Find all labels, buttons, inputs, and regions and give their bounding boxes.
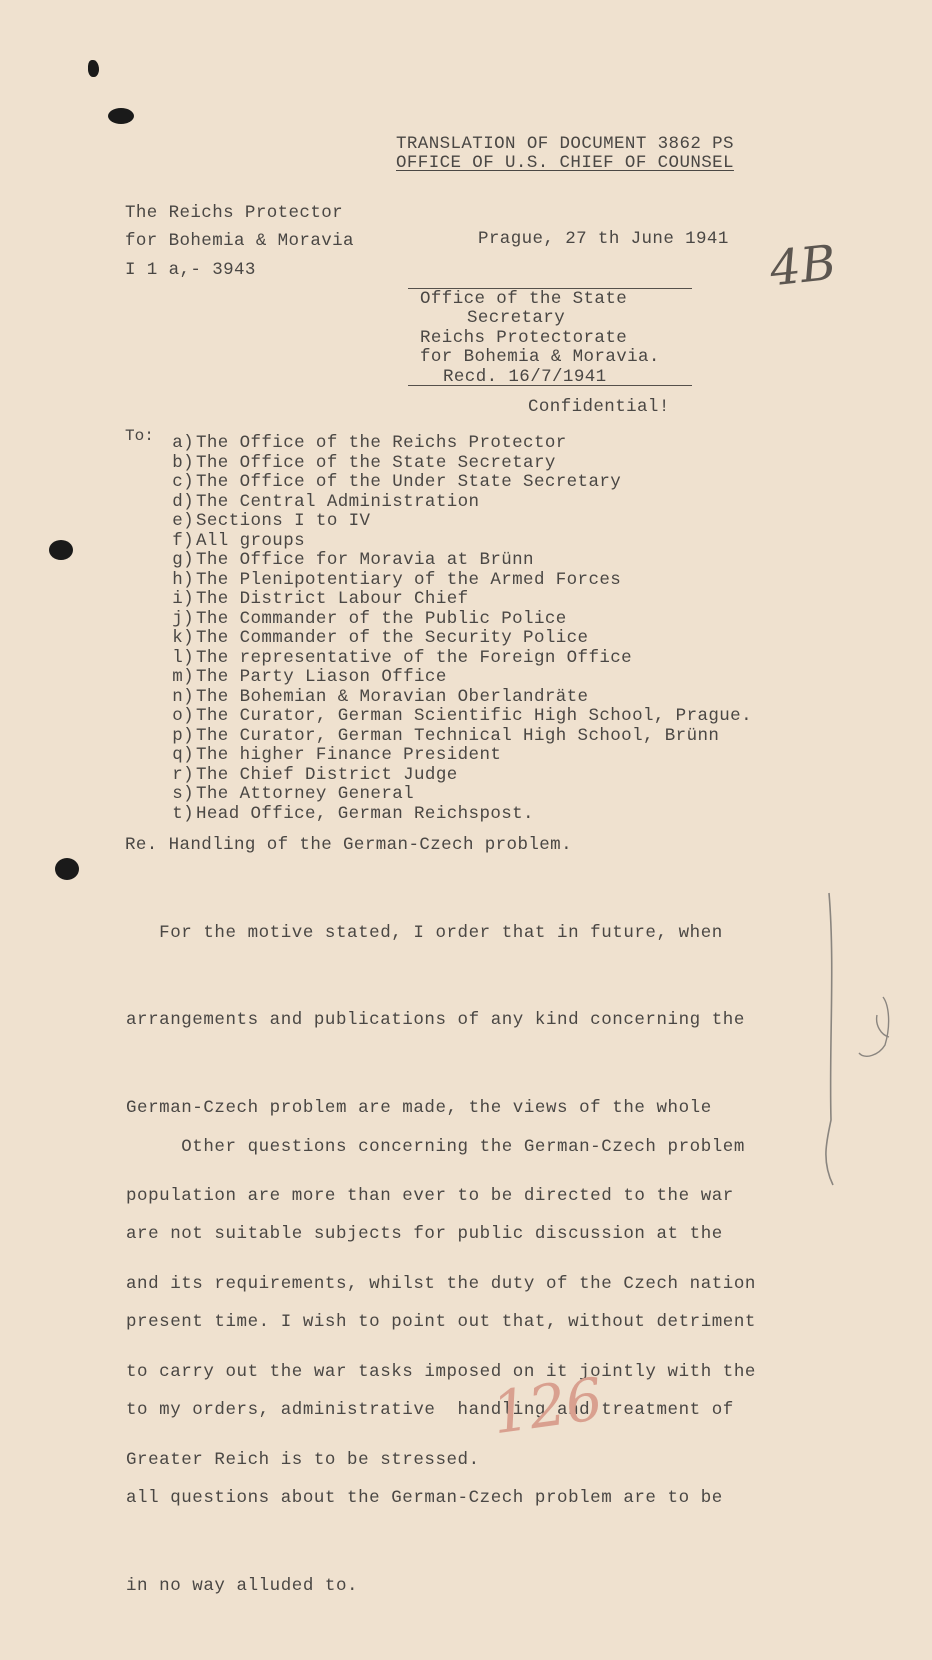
paragraph-line: Greater Reich is to be stressed. xyxy=(126,1449,480,1470)
list-item-letter: c) xyxy=(172,472,194,492)
list-item-letter: i) xyxy=(172,589,194,609)
paragraph-line: and its requirements, whilst the duty of the Czech nation xyxy=(126,1274,756,1295)
dateline: Prague, 27 th June 1941 xyxy=(478,229,729,249)
paragraph-line: to my orders, administrative handling and treatment of xyxy=(126,1400,734,1421)
sender-line1: The Reichs Protector xyxy=(125,203,344,223)
list-item-text: Head Office, German Reichspost. xyxy=(196,803,534,824)
list-item-letter: q) xyxy=(172,745,194,765)
paragraph-line: are not suitable subjects for public discussion at the xyxy=(126,1224,723,1245)
list-item-text: The Bohemian & Moravian Oberlandräte xyxy=(196,686,589,707)
paragraph-line: population are more than ever to be directed to the war xyxy=(126,1186,734,1207)
stamp-bottom-rule xyxy=(408,385,692,386)
list-item-text: The Curator, German Scientific High School, Prague. xyxy=(196,706,752,726)
list-item-letter: t) xyxy=(172,803,194,824)
punch-hole-mark xyxy=(88,60,99,77)
list-item-letter: j) xyxy=(172,608,194,629)
list-item-text: The Office of the Under State Secretary xyxy=(196,472,622,492)
list-item-letter: r) xyxy=(172,764,194,785)
punch-hole-mark xyxy=(108,108,134,124)
subject-line: Re. Handling of the German-Czech problem. xyxy=(125,835,572,855)
list-item-text: The Plenipotentiary of the Armed Forces xyxy=(196,569,622,590)
list-item-text: Sections I to IV xyxy=(196,511,371,531)
paragraph-line: present time. I wish to point out that, without detriment xyxy=(126,1312,756,1333)
list-item-text: The Party Liason Office xyxy=(196,667,447,687)
sender-line2: for Bohemia & Moravia xyxy=(125,231,354,251)
sender-reference: I 1 a,- 3943 xyxy=(125,260,256,280)
handwritten-page-number: 126 xyxy=(487,1364,607,1448)
list-item-letter: k) xyxy=(172,628,194,648)
recipients-label: To: xyxy=(125,427,154,445)
stamp-line2: Secretary xyxy=(467,308,566,328)
list-item-text: The Office for Moravia at Brünn xyxy=(196,550,534,570)
list-item-letter: p) xyxy=(172,725,194,746)
list-item-text: The Central Administration xyxy=(196,491,480,512)
document-header-line2: OFFICE OF U.S. CHIEF OF COUNSEL xyxy=(396,153,734,173)
list-item-letter: f) xyxy=(172,530,194,551)
list-item-text: The representative of the Foreign Office xyxy=(196,647,633,668)
list-item-text: The Office of the State Secretary xyxy=(196,452,556,473)
list-item-letter: g) xyxy=(172,550,194,570)
stamp-line4: for Bohemia & Moravia. xyxy=(420,347,660,367)
list-item-text: The Attorney General xyxy=(196,784,415,804)
list-item-letter: s) xyxy=(172,784,194,804)
body-paragraph-2 xyxy=(126,1074,816,1660)
list-item-text: All groups xyxy=(196,530,306,551)
stamp-received-date: Recd. 16/7/1941 xyxy=(443,367,607,387)
list-item-letter: e) xyxy=(172,511,194,531)
paragraph-line: For the motive stated, I order that in future, when xyxy=(126,922,723,943)
list-item-letter: h) xyxy=(172,569,194,590)
paragraph-line: Other questions concerning the German-Czech problem xyxy=(126,1136,745,1157)
list-item-letter: n) xyxy=(172,686,194,707)
paragraph-line: all questions about the German-Czech problem are to be xyxy=(126,1488,723,1509)
handwritten-annotation: 4B xyxy=(767,234,839,298)
stamp-line1: Office of the State xyxy=(420,289,628,309)
paragraph-line: to carry out the war tasks imposed on it jointly with the xyxy=(126,1362,756,1383)
list-item-text: The higher Finance President xyxy=(196,745,502,765)
list-item-text: The Commander of the Public Police xyxy=(196,608,567,629)
punch-hole-mark xyxy=(49,540,73,560)
punch-hole-mark xyxy=(55,858,79,880)
list-item-text: The Curator, German Technical High School, Brünn xyxy=(196,725,720,746)
list-item-letter: o) xyxy=(172,706,194,726)
list-item-letter: b) xyxy=(172,452,194,473)
list-item-letter: m) xyxy=(172,667,194,687)
list-item-text: The Office of the Reichs Protector xyxy=(196,433,567,453)
list-item-letter: l) xyxy=(172,647,194,668)
list-item-text: The Chief District Judge xyxy=(196,764,458,785)
paragraph-line: in no way alluded to. xyxy=(126,1576,359,1597)
list-item-letter: d) xyxy=(172,491,194,512)
list-item-text: The District Labour Chief xyxy=(196,589,469,609)
list-item-text: The Commander of the Security Police xyxy=(196,628,589,648)
confidential-mark: Confidential! xyxy=(528,397,670,417)
document-header-line1: TRANSLATION OF DOCUMENT 3862 PS xyxy=(396,134,734,154)
paragraph-line: German-Czech problem are made, the views of the whole xyxy=(126,1098,712,1119)
list-item-letter: a) xyxy=(172,433,194,453)
paragraph-line: arrangements and publications of any kind concerning the xyxy=(126,1010,745,1031)
margin-bracket-mark xyxy=(815,885,905,1205)
stamp-line3: Reichs Protectorate xyxy=(420,328,628,348)
